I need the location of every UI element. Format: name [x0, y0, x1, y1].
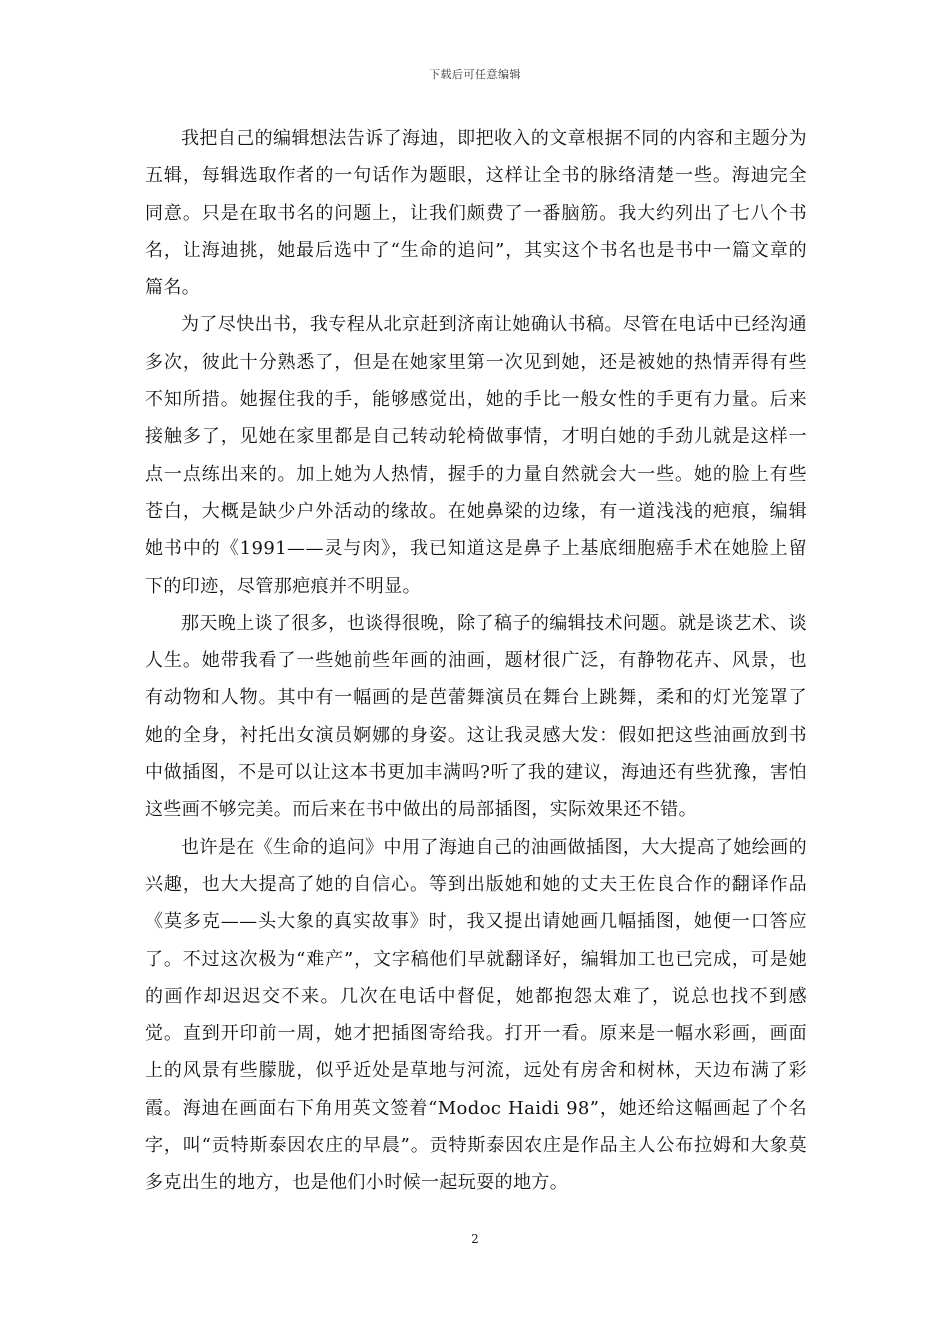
page-header: 下载后可任意编辑	[429, 68, 521, 81]
paragraph: 我把自己的编辑想法告诉了海迪，即把收入的文章根据不同的内容和主题分为五辑，每辑选取作者的一句话作为题眼，这样让全书的脉络清楚一些。海迪完全同意。只是在取书名的问题上，让我们颇费了一番脑筋。我大约列出了七八个书名，让海迪挑，她最后选中了“生命的追问”，其实这个书名也是书中一篇文章的篇名。	[145, 128, 807, 299]
document-body	[145, 120, 807, 1202]
paragraph: 那天晚上谈了很多，也谈得很晚，除了稿子的编辑技术问题。就是谈艺术、谈人生。她带我看了一些她前些年画的油画，题材很广泛，有静物花卉、风景，也有动物和人物。其中有一幅画的是芭蕾舞演员在舞台上跳舞，柔和的灯光笼罩了她的全身，衬托出女演员婀娜的身姿。这让我灵感大发：假如把这些油画放到书中做插图，不是可以让这本书更加丰满吗?听了我的建议，海迪还有些犹豫，害怕这些画不够完美。而后来在书中做出的局部插图，实际效果还不错。	[145, 612, 807, 821]
paragraph: 为了尽快出书，我专程从北京赶到济南让她确认书稿。尽管在电话中已经沟通多次，彼此十分熟悉了，但是在她家里第一次见到她，还是被她的热情弄得有些不知所措。她握住我的手，能够感觉出，她的手比一般女性的手更有力量。后来接触多了，见她在家里都是自己转动轮椅做事情，才明白她的手劲儿就是这样一点一点练出来的。加上她为人热情，握手的力量自然就会大一些。她的脸上有些苍白，大概是缺少户外活动的缘故。在她鼻梁的边缘，有一道浅浅的疤痕，编辑她书中的《1991——灵与肉》，我已知道这是鼻子上基底细胞癌手术在她脸上留下的印迹，尽管那疤痕并不明显。	[145, 314, 807, 597]
paragraph: 也许是在《生命的追问》中用了海迪自己的油画做插图，大大提高了她绘画的兴趣，也大大提高了她的自信心。等到出版她和她的丈夫王佐良合作的翻译作品《莫多克——头大象的真实故事》时，我又提出请她画几幅插图，她便一口答应了。不过这次极为“难产”，文字稿他们早就翻译好，编辑加工也已完成，可是她的画作却迟迟交不来。几次在电话中督促，她都抱怨太难了，说总也找不到感觉。直到开印前一周，她才把插图寄给我。打开一看。原来是一幅水彩画，画面上的风景有些朦胧，似乎近处是草地与河流，远处有房舍和树林，天边布满了彩霞。海迪在画面右下角用英文签着“Modoc Haidi 98”，她还给这幅画起了个名字，叫“贡特斯泰因农庄的早晨”。贡特斯泰因农庄是作品主人公布拉姆和大象莫多克出生的地方，也是他们小时候一起玩耍的地方。	[145, 836, 807, 1194]
page-number: 2	[471, 1232, 479, 1246]
